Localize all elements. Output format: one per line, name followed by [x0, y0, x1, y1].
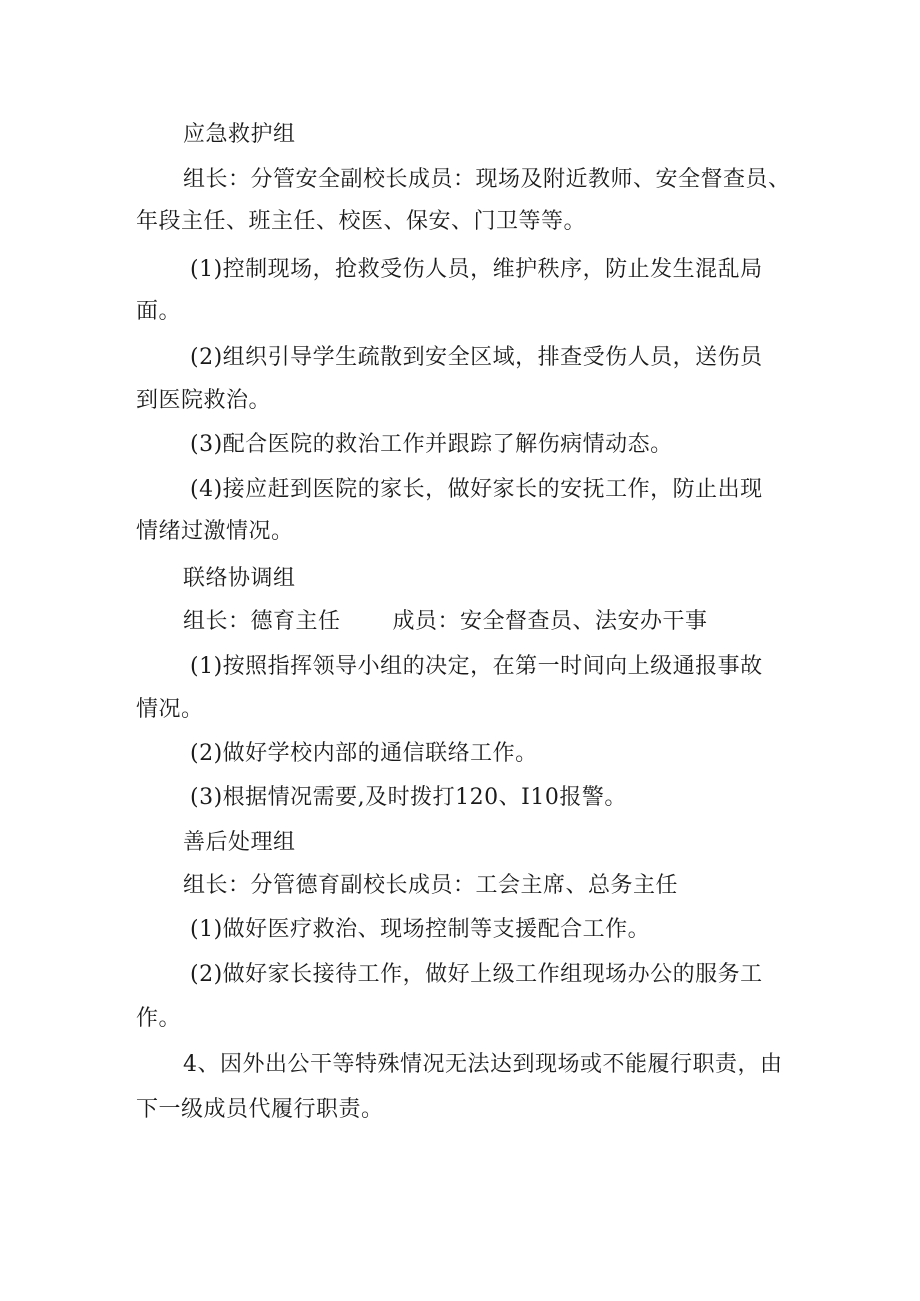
duty-item-continuation: 到医院救治。 [136, 388, 272, 413]
duty-item: (2)做好家长接待工作，做好上级工作组现场办公的服务工 [190, 962, 763, 987]
duty-item-continuation: 情绪过激情况。 [136, 519, 294, 544]
numbered-paragraph-continuation: 下一级成员代履行职责。 [136, 1097, 384, 1122]
duty-item: (2)组织引导学生疏散到安全区域，排查受伤人员，送伤员 [190, 345, 763, 370]
section-title-emergency-rescue: 应急救护组 [183, 122, 296, 147]
numbered-paragraph: 4、因外出公干等特殊情况无法达到现场或不能履行职责，由 [183, 1052, 783, 1077]
group-leader-line: 组长：分管德育副校长成员：工会主席、总务主任 [183, 873, 679, 898]
duty-item: (1)按照指挥领导小组的决定，在第一时间向上级通报事故 [190, 654, 763, 679]
duty-item: (3)根据情况需要,及时拨打120、I10报警。 [190, 785, 627, 810]
section-title-aftermath: 善后处理组 [183, 830, 296, 855]
duty-item: (4)接应赶到医院的家长，做好家长的安抚工作，防止出现 [190, 477, 763, 502]
duty-item: (3)配合医院的救治工作并跟踪了解伤病情动态。 [190, 432, 673, 457]
duty-item: (1)做好医疗救治、现场控制等支援配合工作。 [190, 917, 651, 942]
duty-item: (1)控制现场，抢救受伤人员，维护秩序，防止发生混乱局 [190, 257, 763, 282]
group-leader: 组长：德育主任 [183, 609, 341, 634]
duty-item: (2)做好学校内部的通信联络工作。 [190, 741, 538, 766]
group-members-line: 年段主任、班主任、校医、保安、门卫等等。 [136, 209, 587, 234]
group-leader-line [183, 609, 708, 635]
duty-item-continuation: 面。 [136, 299, 182, 324]
duty-item-continuation: 作。 [136, 1006, 182, 1031]
section-title-liaison: 联络协调组 [183, 566, 296, 591]
group-leader-line: 组长：分管安全副校长成员：现场及附近教师、安全督查员、 [183, 167, 791, 192]
group-members: 成员：安全督查员、法安办干事 [392, 609, 708, 634]
duty-item-continuation: 情况。 [136, 697, 204, 722]
